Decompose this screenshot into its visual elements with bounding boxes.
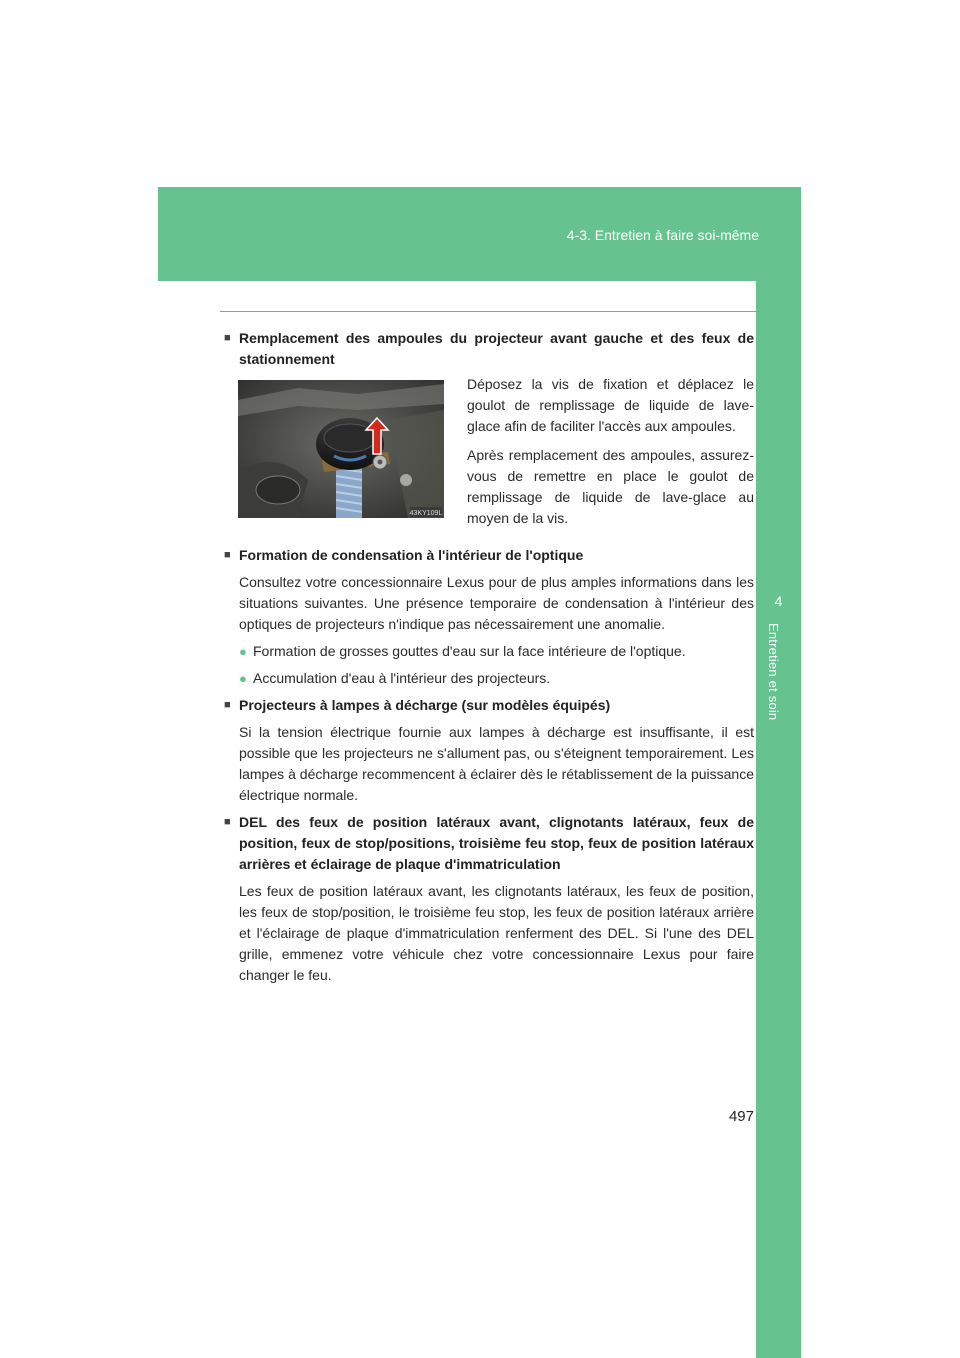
list-item — [224, 641, 754, 662]
section-condensation — [224, 545, 754, 689]
paragraph: Si la tension électrique fournie aux lampes à décharge est insuffisante, il est possible que les projecteurs ne s'allument pas, ou s'éteignent temporairement. Les lampes à décharge recommencent à éclairer dès le rétablissement de la puissance électrique normale. — [239, 724, 754, 803]
top-divider — [220, 311, 760, 312]
heading-text: Projecteurs à lampes à décharge (sur modèles équipés) — [239, 697, 611, 713]
engine-bay-photo — [238, 380, 444, 518]
figure-caption — [467, 374, 754, 537]
heading-text: Remplacement des ampoules du projecteur avant gauche et des feux de stationnement — [239, 330, 754, 367]
page-number: 497 — [728, 1108, 754, 1125]
figure-row — [238, 376, 754, 537]
list-item-text: Accumulation d'eau à l'intérieur des projecteurs. — [253, 670, 551, 686]
chapter-side-tab — [756, 281, 801, 1358]
square-bullet-icon: ■ — [224, 699, 231, 711]
section-title: 4-3. Entretien à faire soi-même — [566, 227, 759, 243]
section-heading — [224, 328, 754, 370]
figure-text-2: Après remplacement des ampoules, assurez-vous de remettre en place le goulot de remplissage de liquide de lave-glace au moyen de la vis. — [467, 447, 754, 526]
section-heading — [224, 812, 754, 875]
image-code-label: 43KY109L — [409, 510, 443, 517]
square-bullet-icon: ■ — [224, 816, 231, 828]
chapter-label: Entretien et soin — [766, 623, 781, 721]
section-discharge-lamps — [224, 695, 754, 806]
heading-text: DEL des feux de position latéraux avant, clignotants latéraux, feux de position, feux de stop/positions, troisième feu stop, feux de position latéraux arrières et éclairage de plaque d'immatriculation — [239, 814, 754, 872]
section-led-lights — [224, 812, 754, 986]
round-bullet-icon: ● — [239, 671, 247, 686]
section-heading — [224, 545, 754, 566]
section-bulb-replacement — [224, 328, 754, 537]
square-bullet-icon: ■ — [224, 549, 231, 561]
list-item-text: Formation de grosses gouttes d'eau sur la face intérieure de l'optique. — [253, 643, 686, 659]
chapter-number: 4 — [774, 593, 783, 609]
section-heading — [224, 695, 754, 716]
list-item — [224, 668, 754, 689]
paragraph: Consultez votre concessionnaire Lexus pour de plus amples informations dans les situations suivantes. Une présence temporaire de condensation à l'intérieur des optiques de projecteurs n'indique pas nécessairement une anomalie. — [239, 574, 754, 632]
paragraph: Les feux de position latéraux avant, les clignotants latéraux, les feux de position, les feux de stop/position, le troisième feu stop, les feux de position latéraux arrière et l'éclairage de plaque d'immatriculation renferment des DEL. Si l'une des DEL grille, emmenez votre véhicule chez votre concessionnaire Lexus pour faire changer le feu. — [239, 883, 754, 983]
heading-text: Formation de condensation à l'intérieur de l'optique — [239, 547, 584, 563]
page-content — [224, 328, 754, 992]
square-bullet-icon: ■ — [224, 332, 231, 344]
header-band — [158, 187, 801, 281]
round-bullet-icon: ● — [239, 644, 247, 659]
figure-text-1: Déposez la vis de fixation et déplacez le goulot de remplissage de liquide de lave-glace afin de faciliter l'accès aux ampoules. — [467, 376, 754, 434]
